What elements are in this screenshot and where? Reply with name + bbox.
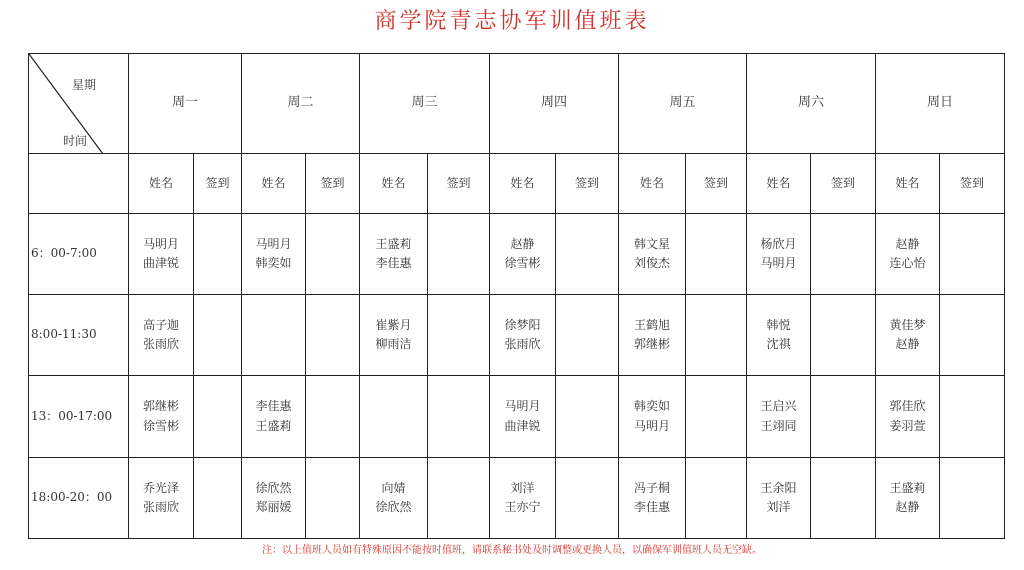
volunteer-name: 徐欣然 (255, 480, 292, 495)
volunteer-name: 黄佳梦 (889, 317, 926, 332)
volunteer-name: 张雨欣 (142, 500, 179, 514)
volunteer-name: 柳雨洁 (375, 337, 412, 351)
volunteer-name: 张雨欣 (504, 337, 541, 351)
volunteer-name: 马明月 (760, 256, 797, 270)
volunteer-name: 赵静 (510, 236, 535, 251)
corner-week-label: 星期 (71, 78, 96, 92)
shift-row (29, 376, 1005, 458)
sign-column-header: 签到 (428, 154, 490, 214)
names-cell (747, 295, 811, 376)
names-cell (490, 376, 556, 458)
names-cell (360, 295, 428, 376)
sign-cell[interactable] (428, 214, 490, 295)
names-cell (360, 458, 428, 539)
shift-row (29, 295, 1005, 376)
volunteer-name: 韩奕如 (255, 256, 292, 270)
names-cell (490, 214, 556, 295)
shift-time: 8:00-11:30 (29, 295, 129, 376)
volunteer-name: 刘俊杰 (633, 256, 670, 270)
names-cell (747, 214, 811, 295)
sign-cell[interactable] (686, 376, 747, 458)
name-column-header: 姓名 (619, 154, 686, 214)
volunteer-name: 高子迦 (142, 317, 179, 332)
day-header: 周四 (490, 54, 619, 154)
volunteer-name: 韩悦 (766, 317, 791, 332)
names-cell (242, 295, 306, 376)
sign-cell[interactable] (194, 295, 242, 376)
sign-cell[interactable] (428, 458, 490, 539)
names-cell (876, 376, 940, 458)
sign-cell[interactable] (811, 295, 876, 376)
names-cell (747, 376, 811, 458)
footer-note: 注：以上值班人员如有特殊原因不能按时值班，请联系秘书处及时调整或更换人员，以确保军训值班人员无空缺。 (262, 545, 762, 556)
name-column-header: 姓名 (747, 154, 811, 214)
sign-cell[interactable] (556, 458, 619, 539)
sign-cell[interactable] (306, 458, 360, 539)
corner-cell (29, 54, 129, 154)
volunteer-name: 王盛莉 (889, 480, 926, 495)
volunteer-name: 郭继彬 (633, 337, 670, 351)
name-column-header: 姓名 (129, 154, 194, 214)
sign-cell[interactable] (940, 376, 1005, 458)
sign-cell[interactable] (556, 376, 619, 458)
day-header: 周二 (242, 54, 360, 154)
sign-cell[interactable] (686, 214, 747, 295)
volunteer-name: 徐雪彬 (142, 418, 179, 433)
sign-cell[interactable] (940, 214, 1005, 295)
sign-cell[interactable] (556, 214, 619, 295)
duty-table (28, 53, 1005, 539)
names-cell (619, 295, 686, 376)
shift-row (29, 458, 1005, 539)
volunteer-name: 马明月 (255, 236, 292, 251)
sign-cell[interactable] (194, 214, 242, 295)
volunteer-name: 杨欣月 (760, 236, 797, 251)
names-cell (360, 214, 428, 295)
sign-cell[interactable] (940, 295, 1005, 376)
name-column-header: 姓名 (242, 154, 306, 214)
sign-cell[interactable] (686, 458, 747, 539)
day-header: 周日 (876, 54, 1005, 154)
page-title: 商学院青志协军训值班表 (374, 9, 650, 34)
volunteer-name: 赵静 (895, 236, 920, 251)
volunteer-name: 赵静 (895, 500, 920, 514)
names-cell (129, 295, 194, 376)
volunteer-name: 徐梦阳 (504, 317, 541, 332)
names-cell (747, 458, 811, 539)
volunteer-name: 张雨欣 (142, 337, 179, 351)
volunteer-name: 徐欣然 (375, 500, 412, 514)
sign-cell[interactable] (940, 458, 1005, 539)
sign-column-header: 签到 (940, 154, 1005, 214)
names-cell (129, 214, 194, 295)
names-cell (360, 376, 428, 458)
sign-column-header: 签到 (811, 154, 876, 214)
volunteer-name: 马明月 (504, 399, 541, 414)
shift-time: 18:00-20：00 (29, 458, 129, 539)
day-header: 周三 (360, 54, 490, 154)
volunteer-name: 李佳惠 (255, 399, 292, 414)
sign-cell[interactable] (306, 214, 360, 295)
volunteer-name: 韩文星 (633, 236, 670, 251)
day-header: 周六 (747, 54, 876, 154)
volunteer-name: 乔光泽 (142, 480, 179, 495)
name-column-header: 姓名 (876, 154, 940, 214)
sign-cell[interactable] (428, 376, 490, 458)
volunteer-name: 沈祺 (766, 337, 791, 351)
names-cell (242, 458, 306, 539)
day-header: 周一 (129, 54, 242, 154)
volunteer-name: 冯子桐 (633, 480, 670, 495)
names-cell (242, 214, 306, 295)
volunteer-name: 崔紫月 (375, 317, 412, 332)
volunteer-name: 郭佳欣 (889, 399, 926, 414)
names-cell (876, 214, 940, 295)
volunteer-name: 王启兴 (760, 399, 797, 414)
shift-time: 13：00-17:00 (29, 376, 129, 458)
volunteer-name: 马明月 (633, 418, 670, 433)
volunteer-name: 李佳惠 (375, 256, 412, 270)
names-cell (490, 295, 556, 376)
names-cell (876, 295, 940, 376)
sign-cell[interactable] (811, 458, 876, 539)
day-header: 周五 (619, 54, 747, 154)
sign-cell[interactable] (556, 295, 619, 376)
volunteer-name: 王盛莉 (375, 236, 412, 251)
volunteer-name: 王盛莉 (255, 418, 292, 433)
empty-header-cell (29, 154, 129, 214)
sign-column-header: 签到 (556, 154, 619, 214)
sign-cell[interactable] (686, 295, 747, 376)
sign-cell[interactable] (306, 295, 360, 376)
sign-column-header: 签到 (686, 154, 747, 214)
volunteer-name: 郑丽媛 (255, 500, 292, 514)
shift-row (29, 214, 1005, 295)
names-cell (242, 376, 306, 458)
volunteer-name: 曲津锐 (142, 256, 179, 270)
volunteer-name: 王翊同 (760, 418, 797, 433)
name-column-header: 姓名 (490, 154, 556, 214)
sign-column-header: 签到 (306, 154, 360, 214)
volunteer-name: 刘洋 (510, 480, 535, 495)
volunteer-name: 曲津锐 (504, 418, 541, 433)
volunteer-name: 郭继彬 (142, 399, 179, 414)
shift-time: 6：00-7:00 (29, 214, 129, 295)
volunteer-name: 徐雪彬 (504, 256, 541, 270)
sign-cell[interactable] (306, 376, 360, 458)
names-cell (619, 376, 686, 458)
volunteer-name: 李佳惠 (633, 500, 670, 514)
volunteer-name: 韩奕如 (633, 399, 670, 414)
volunteer-name: 连心怡 (889, 256, 926, 270)
sign-cell[interactable] (811, 376, 876, 458)
sign-cell[interactable] (811, 214, 876, 295)
sign-cell[interactable] (194, 458, 242, 539)
names-cell (129, 376, 194, 458)
sign-column-header: 签到 (194, 154, 242, 214)
name-column-header: 姓名 (360, 154, 428, 214)
names-cell (490, 458, 556, 539)
names-cell (129, 458, 194, 539)
names-cell (876, 458, 940, 539)
volunteer-name: 赵静 (895, 337, 920, 351)
volunteer-name: 王余阳 (760, 480, 797, 495)
sign-cell[interactable] (428, 295, 490, 376)
volunteer-name: 马明月 (142, 236, 179, 251)
header-row-days (29, 54, 1005, 154)
volunteer-name: 向婧 (381, 480, 406, 495)
volunteer-name: 刘洋 (766, 500, 791, 514)
names-cell (619, 458, 686, 539)
volunteer-name: 王亦宁 (504, 500, 541, 514)
names-cell (619, 214, 686, 295)
header-row-sub (29, 154, 1005, 214)
volunteer-name: 王鹤旭 (633, 317, 670, 332)
sign-cell[interactable] (194, 376, 242, 458)
corner-time-label: 时间 (63, 133, 88, 148)
volunteer-name: 姜羽萱 (889, 418, 926, 433)
